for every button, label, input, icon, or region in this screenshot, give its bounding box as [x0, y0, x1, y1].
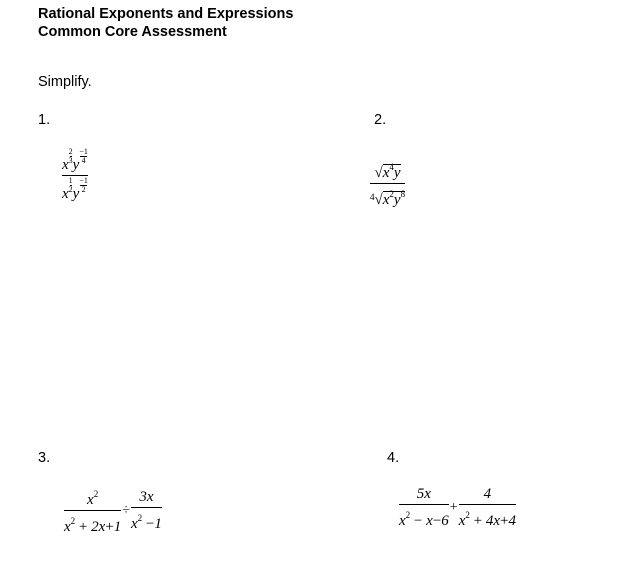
worksheet-header [38, 5, 293, 41]
problem-4-number: 4. [387, 450, 400, 466]
page-title: Rational Exponents and Expressions [38, 6, 294, 22]
problem-4-expression: $\frac{5x}{x^2 - x-6}$ + $\frac{4}{x^2 + 4x+4}$ [399, 486, 516, 529]
problem-2-number: 2. [374, 112, 387, 128]
problem-3-expression: $\frac{x^2}{x^2 + 2x+1}$ ÷ $\frac{3x}{x^2 -1}$ [64, 489, 162, 535]
page-subtitle: Common Core Assessment [38, 24, 227, 40]
problem-2-expression: $\frac{√x^4y}{^4√x^2y^8}$ [370, 162, 406, 208]
problem-1-number: 1. [38, 112, 51, 128]
problem-1-expression: $\frac{x\frac{2}{3}y\frac{-1}{4}}{x\frac{1}{2}y\frac{-1}{2}}$ [62, 147, 88, 202]
problem-3-number: 3. [38, 450, 51, 466]
instruction-text: Simplify. [38, 74, 92, 90]
